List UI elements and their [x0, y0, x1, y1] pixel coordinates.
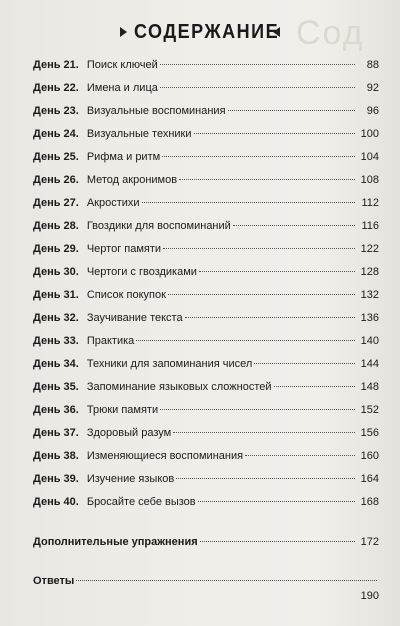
toc-day: День 31.	[33, 289, 79, 301]
toc-label: Рифма и ритм	[86, 151, 161, 163]
toc-leader	[76, 580, 377, 581]
toc-day: День 33.	[33, 335, 79, 347]
toc-label: Поиск ключей	[86, 59, 158, 71]
toc-day: День 26.	[33, 174, 79, 186]
toc-header	[0, 16, 400, 46]
toc-entry	[33, 422, 379, 445]
toc-leader	[163, 248, 355, 249]
toc-page-number: 164	[360, 473, 379, 485]
toc-list	[33, 54, 379, 514]
toc-label: Акростихи	[86, 197, 140, 209]
toc-day: День 34.	[33, 358, 79, 370]
toc-label: Имена и лица	[86, 82, 158, 94]
toc-day: День 40.	[33, 496, 79, 508]
toc-day: День 22.	[33, 82, 79, 94]
toc-page-number: 156	[360, 427, 379, 439]
toc-extra-label: Дополнительные упражнения	[33, 536, 198, 548]
toc-label: Гвоздики для воспоминаний	[86, 220, 231, 232]
toc-page-number: 140	[360, 335, 379, 347]
toc-entry	[33, 54, 379, 77]
toc-day: День 30.	[33, 266, 79, 278]
toc-entry	[33, 468, 379, 491]
toc-page-number: 116	[361, 220, 379, 232]
toc-day: День 36.	[33, 404, 79, 416]
toc-page-number: 122	[360, 243, 379, 255]
toc-leader	[199, 271, 355, 272]
toc-entry	[33, 307, 379, 330]
toc-entry	[33, 376, 379, 399]
toc-day: День 24.	[33, 128, 79, 140]
toc-page-number: 190	[360, 590, 379, 602]
toc-leader	[274, 386, 355, 387]
toc-extra-row	[33, 531, 379, 554]
toc-day: День 39.	[33, 473, 79, 485]
toc-entry	[33, 77, 379, 100]
toc-day: День 23.	[33, 105, 79, 117]
toc-day: День 21.	[33, 59, 79, 71]
toc-label: Изучение языков	[86, 473, 175, 485]
toc-label: Заучивание текста	[86, 312, 183, 324]
toc-label: Список покупок	[86, 289, 166, 301]
toc-page-number: 168	[360, 496, 379, 508]
toc-entry	[33, 491, 379, 514]
toc-day: День 38.	[33, 450, 79, 462]
toc-entry	[33, 284, 379, 307]
triangle-right-icon	[120, 27, 127, 37]
toc-entry	[33, 146, 379, 169]
toc-entry	[33, 399, 379, 422]
toc-leader	[179, 179, 355, 180]
toc-page-number: 172	[360, 536, 379, 548]
toc-page-number: 100	[360, 128, 379, 140]
toc-label: Техники для запоминания чисел	[86, 358, 253, 370]
toc-entry	[33, 238, 379, 261]
toc-leader	[160, 409, 355, 410]
toc-label: Метод акронимов	[86, 174, 178, 186]
toc-leader	[160, 64, 355, 65]
toc-label: Изменяющиеся воспоминания	[86, 450, 244, 462]
triangle-left-icon	[273, 27, 280, 37]
toc-label: Визуальные техники	[86, 128, 192, 140]
toc-page-number: 96	[366, 105, 379, 117]
toc-day: День 28.	[33, 220, 79, 232]
toc-day: День 35.	[33, 381, 79, 393]
toc-page-number: 144	[360, 358, 379, 370]
toc-label: Чертоги с гвоздиками	[86, 266, 197, 278]
toc-label: Бросайте себе вызов	[86, 496, 196, 508]
toc-label: Здоровый разум	[86, 427, 172, 439]
toc-entry	[33, 169, 379, 192]
toc-extra-entry	[33, 531, 379, 554]
toc-day: День 29.	[33, 243, 79, 255]
toc-extra-row	[33, 570, 379, 593]
toc-leader	[185, 317, 355, 318]
toc-label: Трюки памяти	[86, 404, 159, 416]
toc-page-number: 104	[360, 151, 379, 163]
toc-entry	[33, 192, 379, 215]
toc-label: Запоминание языковых сложностей	[86, 381, 272, 393]
toc-leader	[254, 363, 355, 364]
page-title: СОДЕРЖАНИЕ	[134, 19, 280, 43]
ghost-title-show-through: Сод	[296, 14, 365, 52]
toc-page-number: 92	[366, 82, 379, 94]
toc-leader	[200, 541, 355, 542]
toc-day: День 32.	[33, 312, 79, 324]
toc-page-number: 132	[360, 289, 379, 301]
toc-leader	[160, 87, 355, 88]
toc-entry	[33, 215, 379, 238]
toc-extra-label: Ответы	[33, 575, 75, 587]
toc-entry	[33, 330, 379, 353]
toc-page-number: 136	[360, 312, 379, 324]
toc-entry	[33, 445, 379, 468]
toc-day: День 37.	[33, 427, 79, 439]
toc-leader	[173, 432, 355, 433]
toc-page-number: 112	[361, 197, 379, 209]
toc-extra-entry	[33, 570, 379, 602]
toc-label: Чертог памяти	[86, 243, 162, 255]
toc-leader	[233, 225, 355, 226]
toc-label: Визуальные воспоминания	[86, 105, 226, 117]
toc-day: День 25.	[33, 151, 79, 163]
toc-leader	[168, 294, 355, 295]
toc-page-number: 108	[360, 174, 379, 186]
toc-leader	[136, 340, 355, 341]
toc-leader	[142, 202, 355, 203]
toc-leader	[162, 156, 355, 157]
toc-page-number: 152	[360, 404, 379, 416]
toc-label: Практика	[86, 335, 135, 347]
toc-entry	[33, 261, 379, 284]
toc-day: День 27.	[33, 197, 79, 209]
toc-page-number: 160	[360, 450, 379, 462]
toc-leader	[194, 133, 355, 134]
toc-entry	[33, 100, 379, 123]
toc-page-number: 148	[360, 381, 379, 393]
toc-entry	[33, 123, 379, 146]
toc-page-number: 128	[360, 266, 379, 278]
toc-page-number: 88	[366, 59, 379, 71]
toc-leader	[198, 501, 355, 502]
toc-leader	[176, 478, 355, 479]
toc-entry	[33, 353, 379, 376]
toc-leader	[228, 110, 355, 111]
toc-leader	[245, 455, 355, 456]
